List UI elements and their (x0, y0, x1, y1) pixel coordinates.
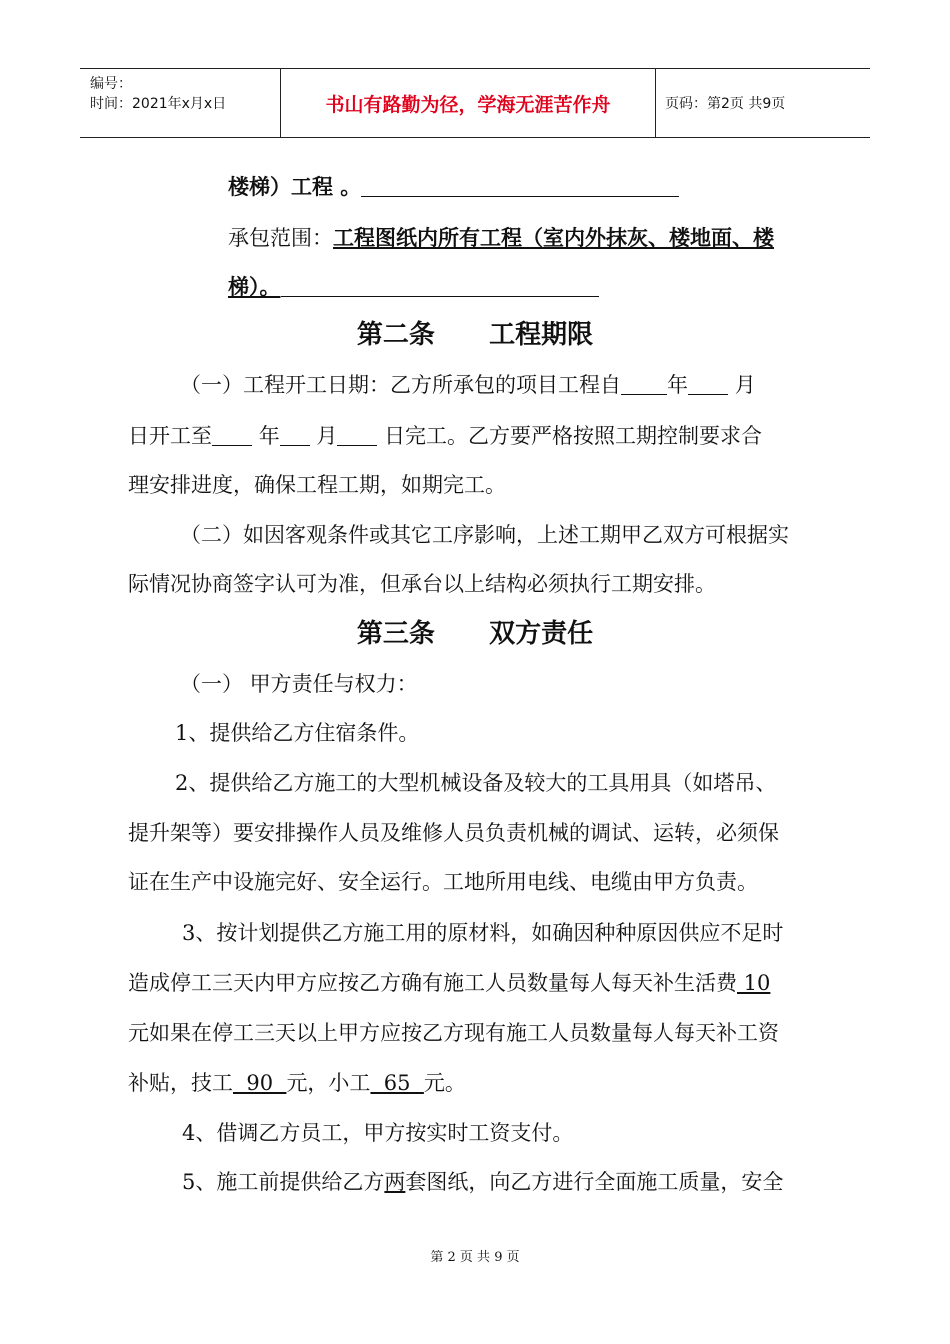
scope-text-2: 工程图纸内所有工程（室内外抹灰、楼地面、楼 (333, 225, 774, 250)
para-line: （一） 甲方责任与权力： (180, 672, 418, 696)
header-motto-cell (280, 69, 656, 137)
para-text: 月 (316, 424, 338, 448)
para-line (128, 968, 770, 998)
skilled-worker-value: 90 (233, 1071, 287, 1095)
page-header (80, 68, 870, 138)
para-line (128, 421, 762, 451)
date-label: 时间：2021年x月x日 (90, 96, 227, 112)
blank-line (361, 176, 679, 197)
scope-line-1 (228, 172, 679, 202)
para-text: 日完工。乙方要严格按照工期控制要求合 (384, 424, 763, 448)
blank-day (337, 425, 377, 446)
blank-month (280, 425, 310, 446)
para-text: 元，小工 (286, 1071, 371, 1095)
para-line: 2、提供给乙方施工的大型机械设备及较大的工具用具（如塔吊、 (175, 771, 777, 795)
blank-line (281, 276, 599, 297)
para-text: 套图纸，向乙方进行全面施工质量，安全 (405, 1170, 784, 1194)
para-line: 提升架等）要安排操作人员及维修人员负责机械的调试、运转，必须保 (128, 821, 779, 845)
para-line: 际情况协商签字认可为准，但承台以上结构必须执行工期安排。 (128, 572, 716, 596)
para-line: 1、提供给乙方住宿条件。 (175, 721, 420, 745)
living-allowance-value: 10 (737, 971, 771, 995)
para-text: 5、施工前提供给乙方 (182, 1170, 385, 1194)
header-meta (80, 69, 280, 137)
article-3-heading: 第三条 双方责任 (356, 619, 594, 649)
para-text: 元。 (423, 1071, 466, 1095)
para-line: （二）如因客观条件或其它工序影响，上述工期甲乙双方可根据实 (180, 523, 789, 547)
scope-label: 承包范围： (228, 226, 333, 250)
para-line: 元如果在停工三天以上甲方应按乙方现有施工人员数量每人每天补工资 (128, 1021, 779, 1045)
para-text: 月 (734, 373, 756, 397)
scope-line-3 (228, 272, 599, 302)
scope-line-2 (228, 223, 774, 253)
para-line (182, 1167, 783, 1197)
number-label: 编号： (90, 76, 132, 92)
para-line: 证在生产中设施完好、安全运行。工地所用电线、电缆由甲方负责。 (128, 870, 758, 894)
para-text: 补贴，技工 (128, 1071, 233, 1095)
scope-text-3: 梯）。 (228, 274, 281, 299)
blank-year (621, 374, 667, 395)
motto-text: 书山有路勤为径，学海无涯苦作舟 (325, 93, 611, 116)
para-text: 年 (667, 373, 688, 397)
para-line (180, 370, 756, 400)
scope-text-1: 楼梯）工程 。 (228, 174, 362, 199)
para-text: （一）工程开工日期：乙方所承包的项目工程自 (180, 373, 621, 397)
para-line (128, 1068, 466, 1098)
para-line: 理安排进度，确保工程工期，如期完工。 (128, 473, 506, 497)
para-line: 4、借调乙方员工，甲方按实时工资支付。 (182, 1121, 574, 1145)
laborer-value: 65 (370, 1071, 424, 1095)
blank-month (688, 374, 728, 395)
para-text: 日开工至 (128, 424, 212, 448)
para-text: 年 (258, 424, 280, 448)
para-line: 3、按计划提供乙方施工用的原材料，如确因种种原因供应不足时 (182, 921, 784, 945)
para-text: 造成停工三天内甲方应按乙方确有施工人员数量每人每天补生活费 (128, 971, 737, 995)
drawing-set-count: 两 (384, 1170, 406, 1194)
page-number-label: 页码：第2页 共9页 (665, 96, 786, 112)
page-footer: 第 2 页 共 9 页 (430, 1250, 520, 1265)
article-2-heading: 第二条 工程期限 (356, 320, 594, 350)
blank-year (212, 425, 252, 446)
